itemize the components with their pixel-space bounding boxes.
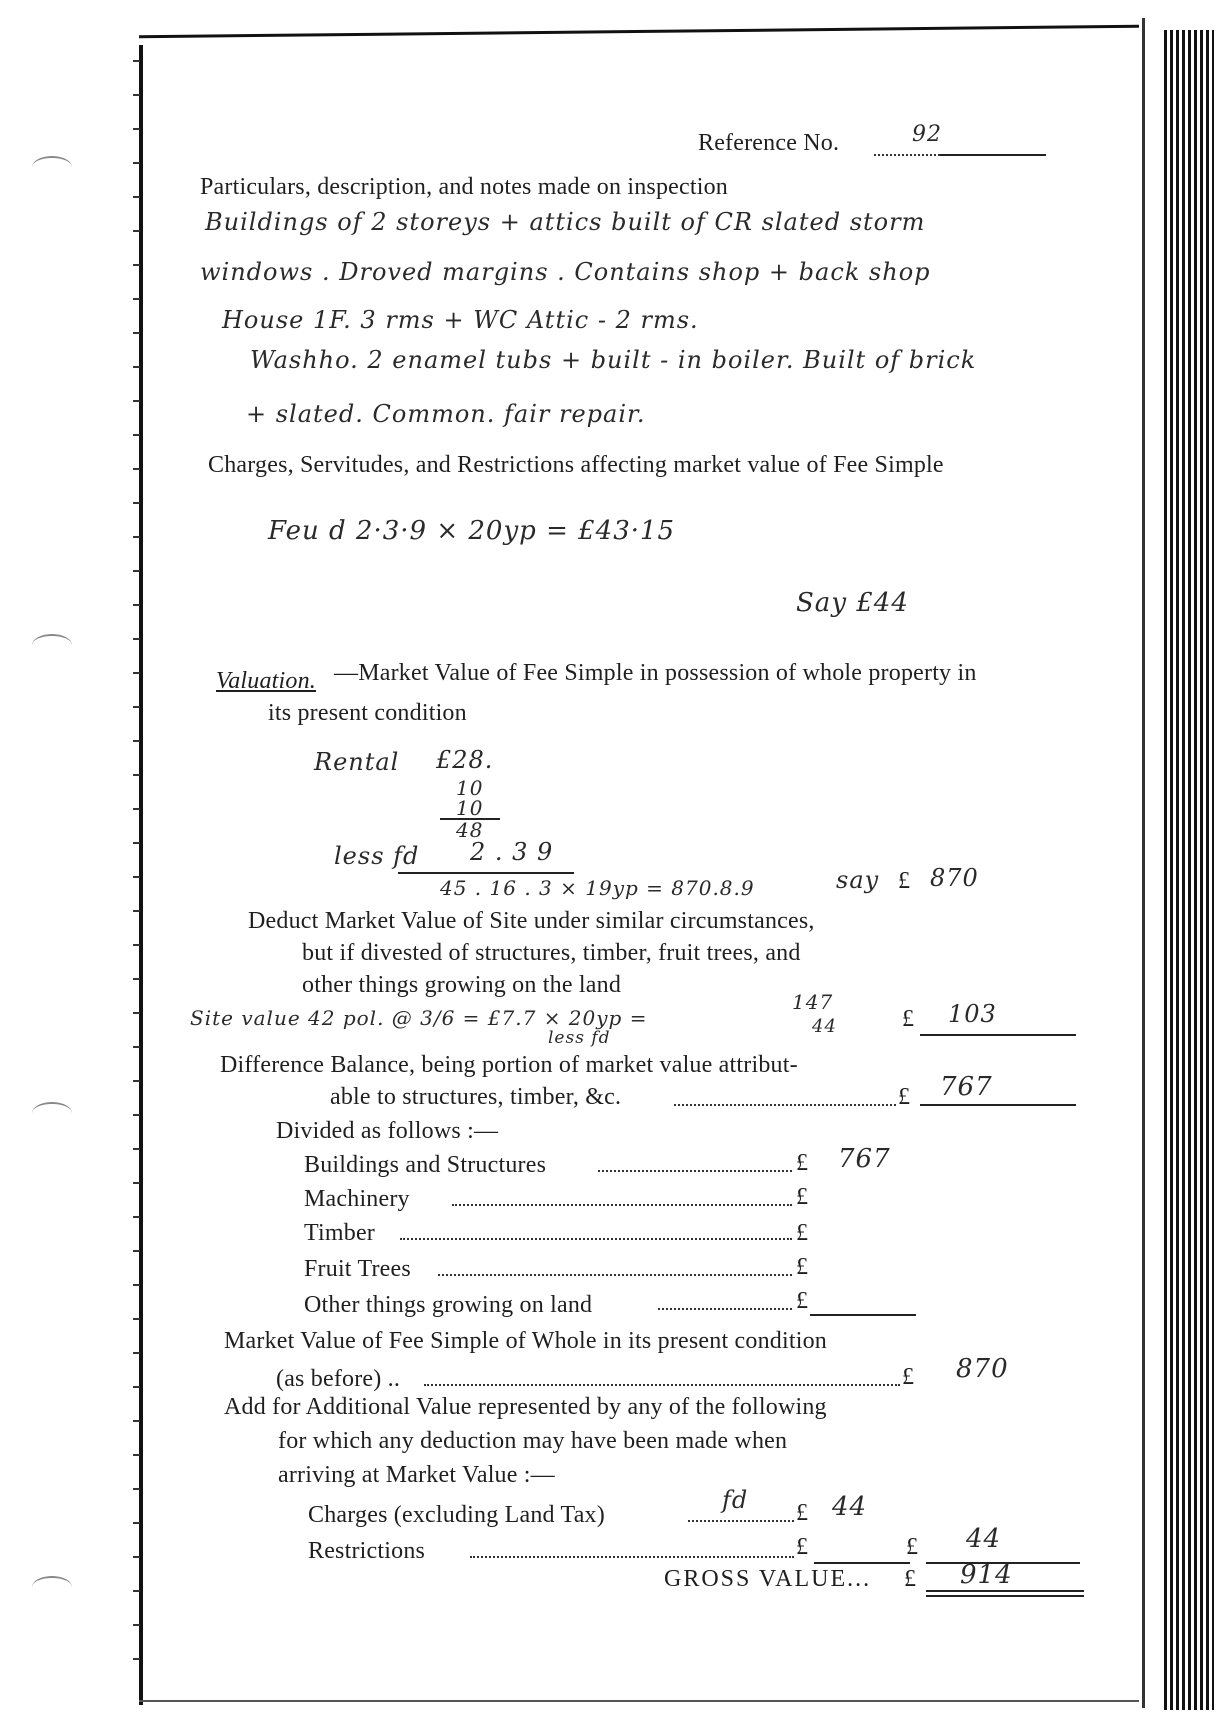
- margin-tick: [133, 808, 140, 810]
- margin-tick: [133, 1590, 140, 1592]
- site-value-calculation: Site value 42 pol. @ 3/6 = £7.7 × 20yp =: [190, 1006, 648, 1030]
- margin-tick: [133, 842, 140, 844]
- margin-tick: [133, 1318, 140, 1320]
- margin-tick: [133, 1250, 140, 1252]
- gross-value-pound: £: [904, 1566, 917, 1592]
- market-whole-line: (as before) ..: [276, 1366, 401, 1392]
- margin-tick: [133, 774, 140, 776]
- site-value-total: 147: [792, 990, 834, 1014]
- rental-addition: 10: [456, 776, 484, 800]
- divided-item-label: Buildings and Structures: [304, 1152, 547, 1178]
- margin-tick: [133, 332, 140, 334]
- margin-tick: [133, 1624, 140, 1626]
- punch-hole: [32, 1102, 72, 1124]
- charges-excl-pound: £: [796, 1500, 809, 1526]
- additional-line: Add for Additional Value represented by any of the following: [224, 1394, 827, 1420]
- right-page-stack: [1164, 30, 1214, 1710]
- site-value-minus: 44: [812, 1016, 837, 1037]
- margin-tick: [133, 298, 140, 300]
- valuation-pound: £: [898, 868, 911, 894]
- deduct-amount: 103: [948, 1000, 997, 1028]
- top-border-line: [139, 25, 1139, 38]
- difference-line: able to structures, timber, &c.: [330, 1084, 622, 1110]
- divided-item-dots: [658, 1308, 792, 1310]
- deduct-amount-line: [920, 1034, 1076, 1036]
- margin-tick: [133, 944, 140, 946]
- difference-line: Difference Balance, being portion of market value attribut-: [220, 1052, 798, 1078]
- margin-tick: [133, 910, 140, 912]
- margin-tick: [133, 1148, 140, 1150]
- margin-tick: [133, 196, 140, 198]
- margin-tick: [133, 1080, 140, 1082]
- divided-item-amount: 767: [838, 1144, 891, 1174]
- gross-value-amount: 914: [960, 1560, 1013, 1590]
- divided-item-label: Other things growing on land: [304, 1292, 593, 1318]
- margin-tick: [133, 672, 140, 674]
- divided-item-label: Timber: [304, 1220, 375, 1246]
- divided-total-line: [810, 1314, 916, 1316]
- margin-tick: [133, 740, 140, 742]
- reference-line: [940, 154, 1046, 156]
- margin-tick: [133, 536, 140, 538]
- gross-value-double-line: [926, 1595, 1084, 1597]
- less-feu-value: 2 . 3 9: [470, 838, 554, 866]
- punch-hole: [32, 1576, 72, 1598]
- margin-tick: [133, 400, 140, 402]
- rental-value: £28.: [436, 746, 494, 774]
- valuation-text-cont: its present condition: [268, 700, 467, 726]
- divided-item-dots: [438, 1274, 792, 1276]
- margin-tick: [133, 638, 140, 640]
- valuation-text: —Market Value of Fee Simple in possession of whole property in: [334, 660, 977, 686]
- particulars-line: Buildings of 2 storeys + attics built of CR slated storm: [205, 208, 926, 236]
- margin-tick: [133, 1556, 140, 1558]
- charges-excl-note: fd: [722, 1486, 749, 1514]
- reference-value: 92: [912, 122, 942, 147]
- gross-value-label: GROSS VALUE...: [664, 1566, 872, 1592]
- margin-tick: [133, 502, 140, 504]
- valuation-say: say: [836, 866, 880, 894]
- charges-excl-dots: [688, 1520, 794, 1522]
- subtraction-line: [398, 872, 574, 874]
- margin-tick: [133, 60, 140, 62]
- gross-value-line: [926, 1590, 1084, 1592]
- margin-tick: [133, 876, 140, 878]
- margin-tick: [133, 468, 140, 470]
- deduct-line: other things growing on the land: [302, 972, 622, 998]
- punch-hole: [32, 156, 72, 178]
- divided-item-dots: [452, 1204, 792, 1206]
- restrictions-line: [814, 1562, 910, 1564]
- divided-heading: Divided as follows :—: [276, 1118, 499, 1144]
- difference-amount: 767: [940, 1072, 993, 1102]
- market-whole-pound: £: [902, 1364, 915, 1390]
- deduct-pound: £: [902, 1006, 915, 1032]
- margin-tick: [133, 366, 140, 368]
- margin-tick: [133, 1352, 140, 1354]
- margin-tick: [133, 264, 140, 266]
- particulars-line: windows . Droved margins . Contains shop + back shop: [200, 258, 931, 286]
- deduct-line: but if divested of structures, timber, fruit trees, and: [302, 940, 801, 966]
- margin-tick: [133, 1012, 140, 1014]
- margin-tick: [133, 1114, 140, 1116]
- margin-tick: [133, 1420, 140, 1422]
- particulars-line: + slated. Common. fair repair.: [246, 400, 646, 428]
- restrictions-label: Restrictions: [308, 1538, 426, 1564]
- margin-tick: [133, 1216, 140, 1218]
- reference-dots: [874, 154, 940, 156]
- charges-say-value: Say £44: [796, 588, 909, 618]
- particulars-heading: Particulars, description, and notes made on inspection: [200, 174, 729, 200]
- margin-tick: [133, 978, 140, 980]
- market-whole-dots: [424, 1384, 900, 1386]
- less-feu-note: less fd: [548, 1028, 611, 1048]
- market-whole-amount: 870: [956, 1354, 1009, 1384]
- divided-item-label: Machinery: [304, 1186, 410, 1212]
- additional-total-pound: £: [906, 1534, 919, 1560]
- restrictions-dots: [470, 1556, 794, 1558]
- charges-heading: Charges, Servitudes, and Restrictions affecting market value of Fee Simple: [208, 452, 944, 478]
- divided-item-dots: [400, 1238, 792, 1240]
- margin-tick: [133, 1182, 140, 1184]
- margin-tick: [133, 1046, 140, 1048]
- left-margin-line: [139, 45, 143, 1705]
- divided-item-label: Fruit Trees: [304, 1256, 411, 1282]
- reference-label: Reference No.: [698, 130, 840, 156]
- valuation-label: Valuation.: [216, 668, 317, 694]
- divided-item-pound: £: [796, 1150, 809, 1176]
- market-whole-line: Market Value of Fee Simple of Whole in its present condition: [224, 1328, 827, 1354]
- charges-excl-amount: 44: [832, 1492, 868, 1522]
- margin-tick: [133, 1488, 140, 1490]
- margin-tick: [133, 706, 140, 708]
- margin-tick: [133, 434, 140, 436]
- margin-tick: [133, 162, 140, 164]
- divided-item-pound: £: [796, 1254, 809, 1280]
- margin-tick: [133, 1454, 140, 1456]
- margin-tick: [133, 604, 140, 606]
- particulars-line: Washho. 2 enamel tubs + built - in boiler. Built of brick: [250, 346, 977, 374]
- rental-label: Rental: [314, 748, 400, 776]
- difference-dots: [674, 1104, 896, 1106]
- additional-line: for which any deduction may have been made when: [278, 1428, 788, 1454]
- margin-tick: [133, 1284, 140, 1286]
- margin-tick: [133, 230, 140, 232]
- bottom-border-line: [139, 1700, 1139, 1702]
- margin-tick: [133, 94, 140, 96]
- punch-hole: [32, 634, 72, 656]
- particulars-line: House 1F. 3 rms + WC Attic - 2 rms.: [222, 306, 699, 334]
- right-page-edge: [1142, 18, 1145, 1708]
- charges-calculation: Feu d 2·3·9 × 20yp = £43·15: [268, 516, 676, 546]
- deduct-line: Deduct Market Value of Site under similar circumstances,: [248, 908, 815, 934]
- difference-pound: £: [898, 1084, 911, 1110]
- valuation-result: 45 . 16 . 3 × 19yp = 870.8.9: [440, 876, 755, 900]
- charges-excl-label: Charges (excluding Land Tax): [308, 1502, 605, 1528]
- divided-item-pound: £: [796, 1184, 809, 1210]
- rental-subtotal: 48: [456, 818, 484, 842]
- restrictions-pound: £: [796, 1534, 809, 1560]
- difference-amount-line: [920, 1104, 1076, 1106]
- valuation-amount: 870: [930, 864, 979, 892]
- divided-item-dots: [598, 1170, 792, 1172]
- margin-tick: [133, 128, 140, 130]
- rental-addition: 10: [456, 796, 484, 820]
- less-feu-label: less fd: [334, 842, 420, 870]
- margin-tick: [133, 1658, 140, 1660]
- margin-tick: [133, 1386, 140, 1388]
- additional-total-amount: 44: [966, 1524, 1002, 1554]
- margin-tick: [133, 1522, 140, 1524]
- divided-item-pound: £: [796, 1288, 809, 1314]
- divided-item-pound: £: [796, 1220, 809, 1246]
- additional-line: arriving at Market Value :—: [278, 1462, 555, 1488]
- margin-tick: [133, 570, 140, 572]
